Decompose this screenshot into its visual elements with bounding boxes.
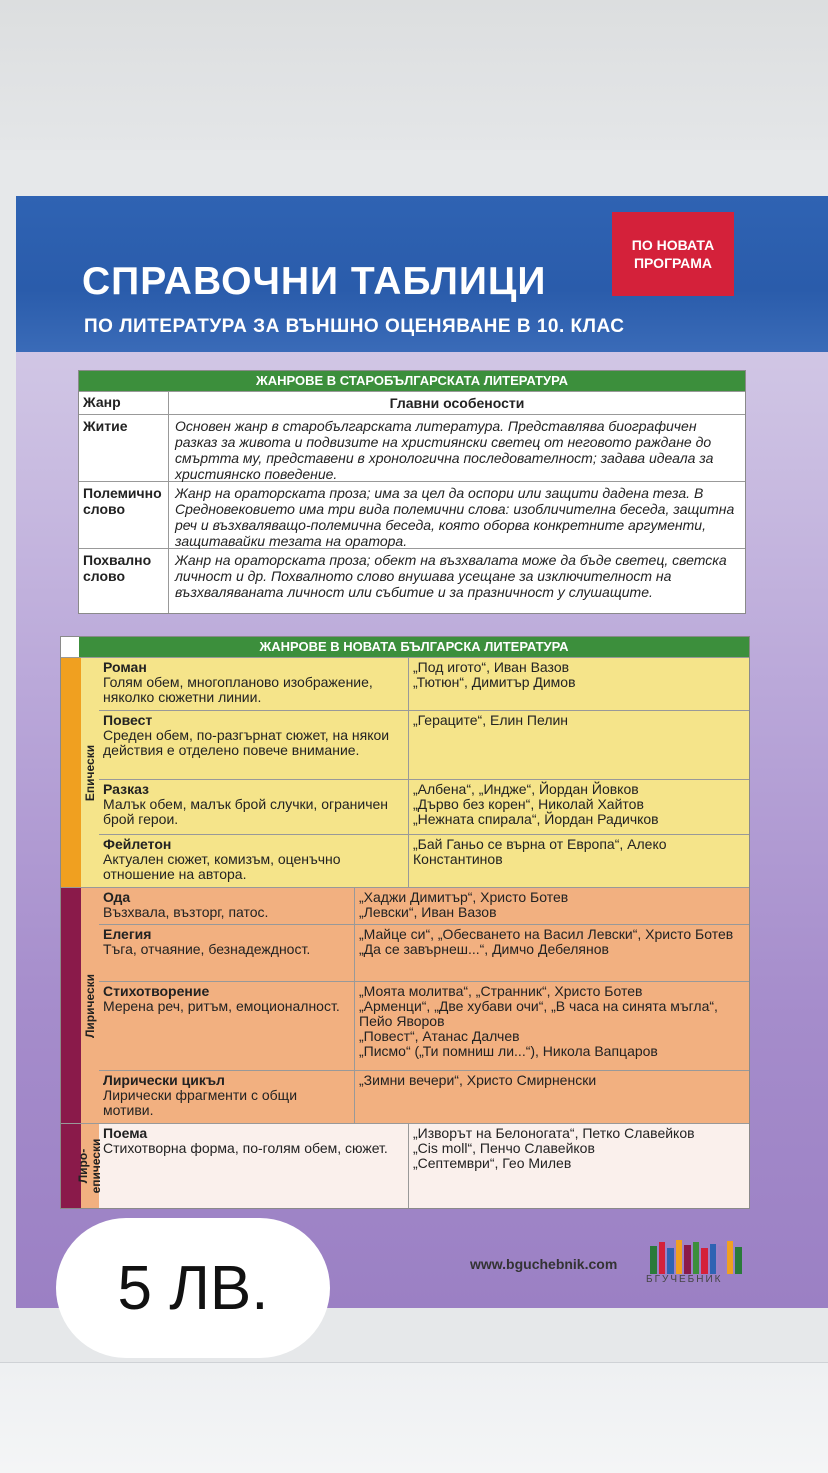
badge-line-2: ПРОГРАМА	[633, 255, 713, 271]
table-heading: ЖАНРОВЕ В НОВАТА БЪЛГАРСКА ЛИТЕРАТУРА	[79, 637, 749, 657]
badge-line-1: ПО НОВАТА	[631, 237, 715, 253]
table-row	[99, 981, 749, 1070]
photo-background-bottom	[0, 1362, 828, 1473]
examples-cell: „Майце си“, „Обесването на Васил Левски“, Христо Ботев „Да се завърнеш...“, Димчо Дебелянов	[359, 926, 734, 957]
table-header-row	[79, 391, 745, 414]
genre-name: Лирически цикъл	[103, 1072, 225, 1088]
features-cell: Жанр на ораторската проза; обект на възхвалата може да бъде светец, светска личност и др. Похвалното слово внушава усещане за изключителност на възхваляваната личност или събитие и за празничност у слушащите.	[175, 552, 727, 600]
table-row	[99, 1124, 749, 1208]
group-label	[81, 658, 99, 887]
table-row	[99, 658, 749, 710]
photo-background-top	[0, 0, 828, 150]
new-program-badge	[612, 212, 734, 296]
genre-cell	[99, 925, 355, 981]
genre-cell	[99, 835, 409, 887]
group-stripe	[61, 658, 81, 887]
group-rows	[99, 1124, 749, 1208]
genre-desc: Стихотворна форма, по-голям обем, сюжет.	[103, 1140, 388, 1156]
header-band	[16, 196, 828, 352]
group-rows	[99, 658, 749, 887]
genre-desc: Среден обем, по-разгърнат сюжет, на някои действия е отделено повече внимание.	[103, 727, 390, 758]
genre-cell: Полемично слово	[79, 482, 169, 548]
table-row	[99, 779, 749, 834]
genre-name: Поема	[103, 1125, 148, 1141]
examples-cell: „Под игото“, Иван Вазов „Тютюн“, Димитър Димов	[413, 659, 576, 690]
group-label-text: Епически	[83, 744, 97, 801]
genre-cell	[99, 780, 409, 834]
examples-cell: „Зимни вечери“, Христо Смирненски	[359, 1072, 597, 1088]
group-label-text: Лирически	[83, 973, 97, 1038]
publisher-url: www.bguchebnik.com	[470, 1256, 618, 1272]
genre-name: Роман	[103, 659, 147, 675]
label-line-2: епически	[89, 1138, 103, 1194]
genre-cell: Похвално слово	[79, 549, 169, 613]
genre-desc: Мерена реч, ритъм, емоционалност.	[103, 998, 340, 1014]
table-row	[99, 710, 749, 779]
genre-cell	[99, 1071, 355, 1123]
cover-subtitle: ПО ЛИТЕРАТУРА ЗА ВЪНШНО ОЦЕНЯВАНЕ В 10. КЛАС	[84, 316, 625, 337]
genre-name: Разказ	[103, 781, 149, 797]
examples-cell: „Албена“, „Индже“, Йордан Йовков „Дърво без корен“, Николай Хайтов „Нежната спирала“, Йордан Радичков	[413, 781, 659, 827]
table-row	[99, 1070, 749, 1123]
examples-cell: „Моята молитва“, „Странник“, Христо Ботев „Арменци“, „Две хубави очи“, „В часа на синята мъгла“, Пейо Яворов „Повест“, Атанас Далчев „Писмо“ („Ти помниш ли...“), Никола Вапцаров	[359, 983, 718, 1059]
genre-name: Фейлетон	[103, 836, 172, 852]
group-label	[81, 888, 99, 1123]
features-cell: Жанр на ораторската проза; има за цел да оспори или защити дадена теза. В Средновековието има три вида полемични слова: изобличителна беседа, защитна реч и възхваляващо-полемична беседа, която оборва конкретните аргументи, защитавайки тезата на оратора.	[175, 485, 735, 549]
table-row	[79, 414, 745, 481]
genre-desc: Лирически фрагменти с общи мотиви.	[103, 1087, 298, 1118]
books-logo-icon	[646, 1236, 750, 1276]
genre-cell	[99, 658, 409, 710]
table-heading: ЖАНРОВЕ В СТАРОБЪЛГАРСКАТА ЛИТЕРАТУРА	[79, 371, 745, 391]
genre-cell: Житие	[79, 415, 169, 481]
genre-desc: Възхвала, възторг, патос.	[103, 904, 269, 920]
genre-desc: Тъга, отчаяние, безнадеждност.	[103, 941, 311, 957]
table-row	[99, 888, 749, 924]
genre-name: Елегия	[103, 926, 152, 942]
table-row	[79, 548, 745, 613]
lyric-group	[61, 887, 749, 1123]
genre-cell	[99, 711, 409, 779]
group-stripe	[61, 888, 81, 1123]
new-literature-table	[60, 636, 750, 1209]
table-row	[99, 924, 749, 981]
group-label	[76, 1124, 103, 1208]
genre-name: Ода	[103, 889, 131, 905]
price-label: 5 ЛВ.	[56, 1218, 330, 1358]
genre-cell	[99, 888, 355, 924]
examples-cell: „Изворът на Белоногата“, Петко Славейков „Cis moll“, Пенчо Славейков „Септември“, Гео Милев	[413, 1125, 695, 1171]
cover-title: СПРАВОЧНИ ТАБЛИЦИ	[82, 260, 547, 303]
genre-desc: Голям обем, многопланово изображение, няколко сюжетни линии.	[103, 674, 373, 705]
features-cell: Основен жанр в старобългарската литература. Представлява биографичен разказ за живота и подвизите на християнски светец от неговото раждане до смъртта му, представени в хронологична последователност; задава идеала за християнско поведение.	[175, 418, 714, 482]
booklet-cover	[16, 196, 828, 1308]
publisher-name: БГУЧЕБНИК	[646, 1274, 723, 1285]
lyroepic-group	[61, 1123, 749, 1208]
genre-desc: Актуален сюжет, комизъм, оценъчно отношение на автора.	[103, 851, 341, 882]
label-line-1: Лиро-	[76, 1148, 90, 1184]
examples-cell: „Бай Ганьо се върна от Европа“, Алеко Константинов	[413, 836, 667, 867]
examples-cell: „Хаджи Димитър“, Христо Ботев „Левски“, Иван Вазов	[359, 889, 569, 920]
genre-cell	[99, 982, 355, 1070]
genre-desc: Малък обем, малък брой случки, ограничен брой герои.	[103, 796, 389, 827]
column-header-genre: Жанр	[79, 392, 169, 414]
group-rows	[99, 888, 749, 1123]
genre-cell	[99, 1124, 409, 1208]
examples-cell: „Гераците“, Елин Пелин	[413, 712, 569, 728]
table-row	[79, 481, 745, 548]
column-header-features: Главни особености	[389, 395, 525, 411]
table-row	[99, 834, 749, 887]
genre-name: Повест	[103, 712, 153, 728]
group-label-text	[77, 1139, 103, 1194]
epic-group	[61, 657, 749, 887]
old-literature-table	[78, 370, 746, 614]
genre-name: Стихотворение	[103, 983, 210, 999]
